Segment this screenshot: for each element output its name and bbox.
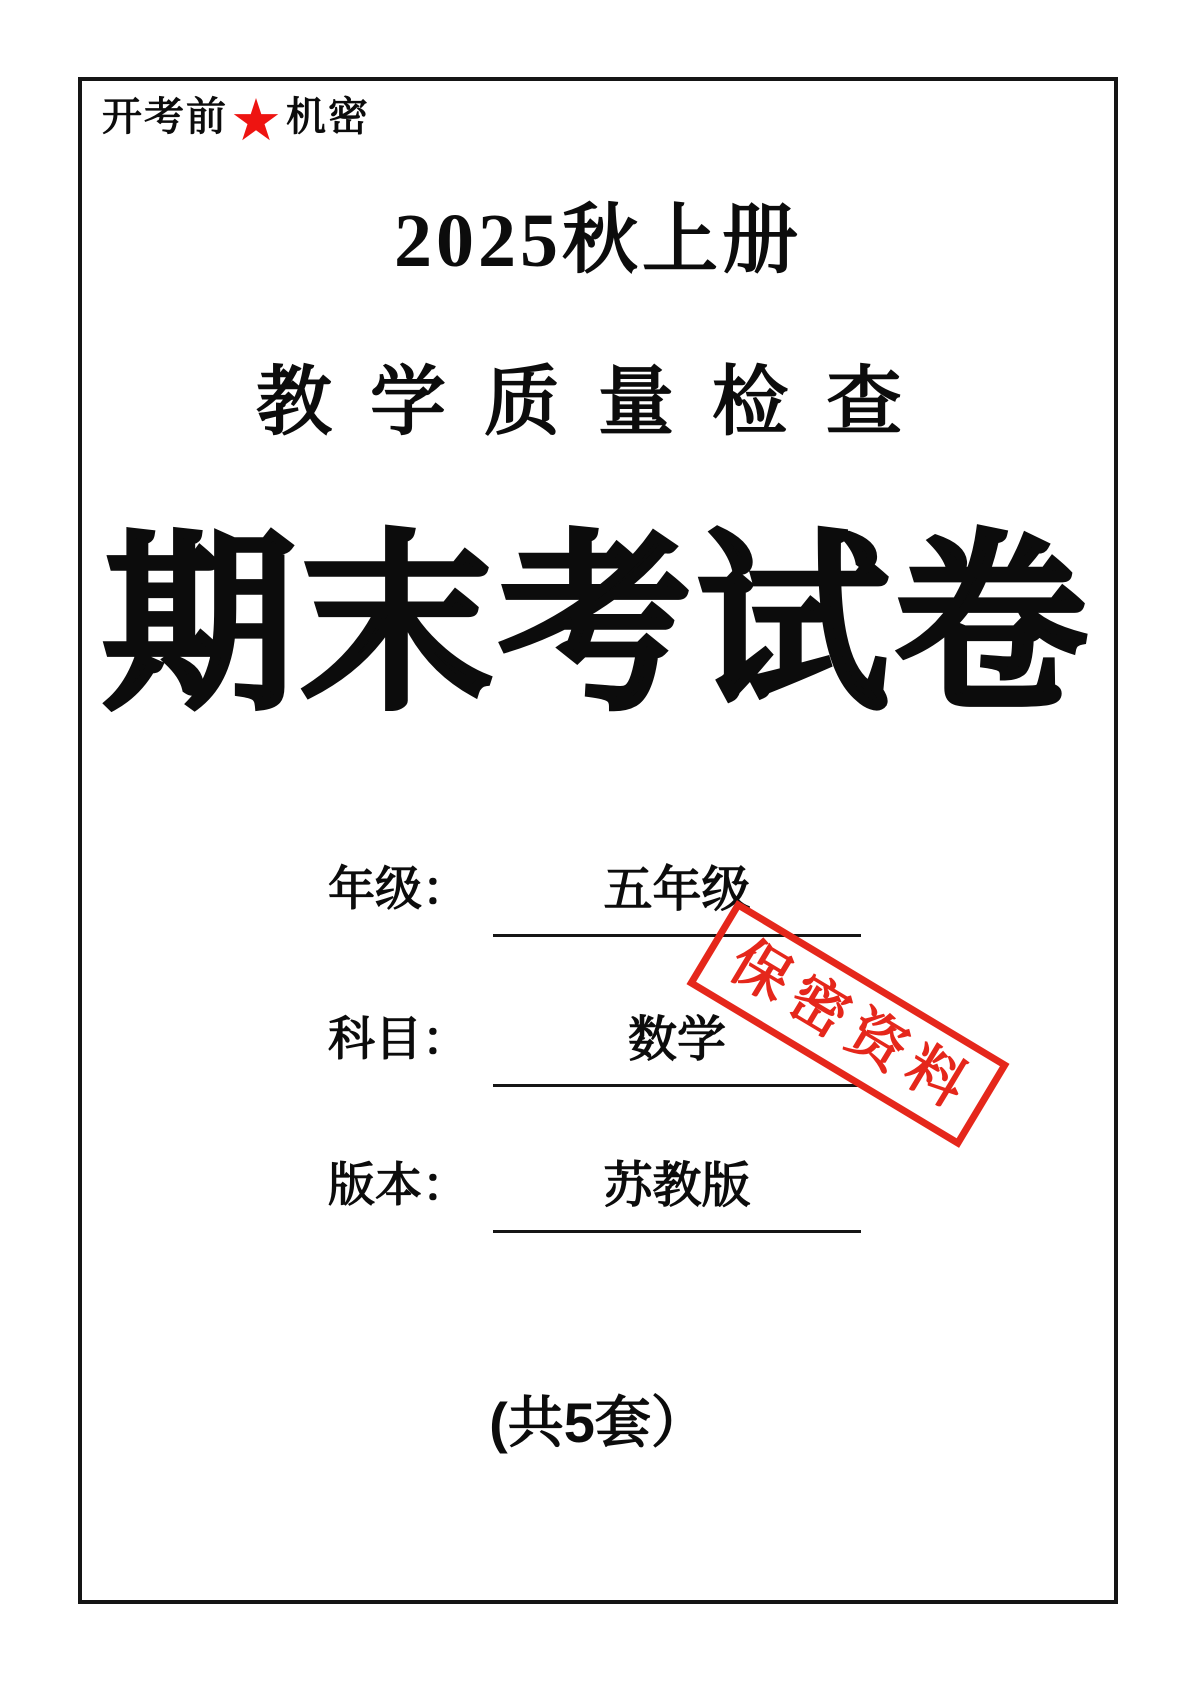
edition-field-label: 版本： (328, 1160, 469, 1212)
grade-field-value: 五年级 (603, 862, 751, 917)
edition-field-value: 苏教版 (603, 1158, 751, 1213)
confidential-notice-suffix: 机密 (286, 94, 370, 139)
edition-field-row (328, 1157, 861, 1233)
subject-field-value: 数学 (627, 1012, 726, 1067)
main-title: 期末考试卷 (103, 517, 1093, 732)
grade-field-underline (493, 861, 861, 937)
exam-cover-page (78, 77, 1118, 1604)
subject-field-label: 科目： (328, 1014, 469, 1066)
edition-title: 2025秋上册 (394, 199, 802, 283)
quality-check-subtitle: 教学质量检查 (256, 361, 940, 445)
red-star-icon: ★ (230, 86, 284, 154)
confidential-notice-prefix: 开考前 (102, 94, 228, 139)
confidential-stamp-text: 保密资料 (719, 928, 986, 1125)
edition-field-underline (493, 1157, 861, 1233)
confidential-notice (102, 86, 370, 154)
grade-field-row (328, 861, 861, 937)
grade-field-label: 年级： (328, 864, 469, 916)
set-count-note: (共5套） (489, 1391, 707, 1454)
